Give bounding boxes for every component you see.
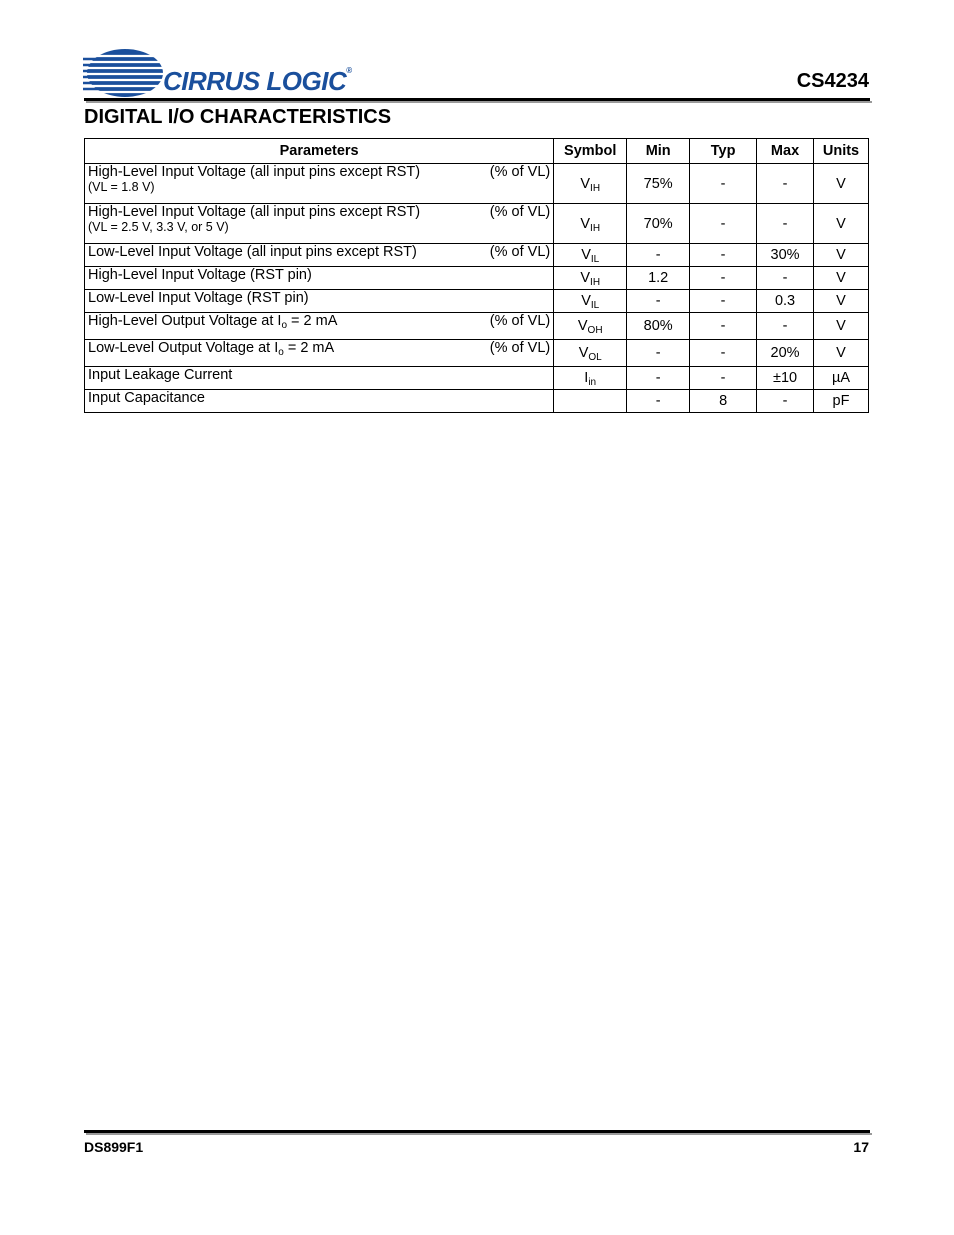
cell-units: V	[814, 340, 869, 367]
cell-parameter	[85, 390, 554, 413]
cell-parameter	[85, 340, 554, 367]
cell-typ: -	[690, 313, 757, 340]
cell-parameter	[85, 164, 554, 204]
section-title: DIGITAL I/O CHARACTERISTICS	[84, 106, 392, 128]
table-row	[85, 390, 869, 413]
parameter-name: Input Capacitance	[88, 390, 205, 406]
digital-io-table	[84, 138, 869, 413]
table-row	[85, 267, 869, 290]
parameter-name: Input Leakage Current	[88, 367, 233, 383]
table-row	[85, 290, 869, 313]
cell-symbol: $V_{IL}$	[554, 290, 627, 313]
parameter-line	[88, 290, 550, 306]
cell-parameter	[85, 244, 554, 267]
parameter-line	[88, 340, 550, 356]
parameter-note: (% of VL)	[489, 340, 551, 356]
cell-units: V	[814, 313, 869, 340]
table-row	[85, 367, 869, 390]
cell-min: -	[627, 290, 690, 313]
cell-parameter	[85, 204, 554, 244]
header-typ: Typ	[690, 139, 757, 164]
cell-units: pF	[814, 390, 869, 413]
cell-typ: -	[690, 340, 757, 367]
cell-max: ±10	[757, 367, 814, 390]
parameter-name: High-Level Output Voltage at $I_o = 2$ mA	[88, 313, 338, 331]
header-parameters: Parameters	[85, 139, 554, 164]
cell-symbol: $V_{IH}$	[554, 164, 627, 204]
cell-units: µA	[814, 367, 869, 390]
rst-overline: $\overline{RST}$	[386, 164, 416, 180]
header-min: Min	[627, 139, 690, 164]
cell-min: -	[627, 340, 690, 367]
header-divider-shadow	[86, 101, 872, 103]
footer-divider-shadow	[86, 1133, 872, 1135]
header-max: Max	[757, 139, 814, 164]
cell-units: V	[814, 290, 869, 313]
parameter-line	[88, 390, 550, 406]
header-symbol: Symbol	[554, 139, 627, 164]
parameter-condition: (VL = 1.8 V)	[88, 180, 155, 194]
cell-max: 20%	[757, 340, 814, 367]
cell-units: V	[814, 204, 869, 244]
cell-min: -	[627, 244, 690, 267]
cell-symbol: $V_{IH}$	[554, 267, 627, 290]
parameter-note: (% of VL)	[489, 313, 551, 329]
parameter-name: High-Level Input Voltage ($\overline{RST}$ pin)	[88, 267, 312, 283]
cell-symbol: $V_{OH}$	[554, 313, 627, 340]
rst-overline: $\overline{RST}$	[386, 204, 416, 220]
cell-parameter	[85, 313, 554, 340]
cell-max: -	[757, 204, 814, 244]
page-number: 17	[853, 1139, 869, 1155]
cell-units: V	[814, 164, 869, 204]
parameter-line	[88, 367, 550, 383]
rst-overline: $\overline{RST}$	[251, 290, 281, 306]
cell-parameter	[85, 267, 554, 290]
part-number: CS4234	[796, 70, 869, 92]
parameter-name: Low-Level Input Voltage (all input pins except $\overline{RST}$)	[88, 244, 417, 260]
cell-symbol: $V_{IH}$	[554, 204, 627, 244]
cell-parameter	[85, 367, 554, 390]
document-number: DS899F1	[84, 1139, 144, 1155]
rst-overline: $\overline{RST}$	[383, 244, 413, 260]
parameter-condition: (VL = 2.5 V, 3.3 V, or 5 V)	[88, 220, 229, 234]
cell-units: V	[814, 244, 869, 267]
parameter-line	[88, 267, 550, 283]
cell-max: -	[757, 164, 814, 204]
cell-typ: -	[690, 244, 757, 267]
parameter-line	[88, 164, 550, 180]
cell-symbol	[554, 390, 627, 413]
cell-min: 75%	[627, 164, 690, 204]
cell-parameter	[85, 290, 554, 313]
cell-max: -	[757, 313, 814, 340]
cell-units: V	[814, 267, 869, 290]
table-row	[85, 244, 869, 267]
table-row	[85, 313, 869, 340]
cell-max: -	[757, 267, 814, 290]
parameter-line	[88, 204, 550, 220]
cell-symbol: $V_{OL}$	[554, 340, 627, 367]
cell-typ: -	[690, 290, 757, 313]
logo-wordmark: CIRRUS LOGIC®	[163, 66, 352, 96]
cell-typ: -	[690, 267, 757, 290]
cell-max: 30%	[757, 244, 814, 267]
cell-min: 70%	[627, 204, 690, 244]
cell-typ: -	[690, 164, 757, 204]
cell-max: -	[757, 390, 814, 413]
cell-symbol: $V_{IL}$	[554, 244, 627, 267]
parameter-name: High-Level Input Voltage (all input pins except $\overline{RST}$)	[88, 164, 421, 180]
table-row	[85, 340, 869, 367]
cell-max: 0.3	[757, 290, 814, 313]
table-row	[85, 164, 869, 204]
parameter-line	[88, 313, 550, 329]
cell-typ: 8	[690, 390, 757, 413]
parameter-line	[88, 244, 550, 260]
parameter-name: Low-Level Input Voltage ($\overline{RST}$ pin)	[88, 290, 309, 306]
cell-symbol: $I_{in}$	[554, 367, 627, 390]
parameter-name: High-Level Input Voltage (all input pins except $\overline{RST}$)	[88, 204, 421, 220]
parameter-name: Low-Level Output Voltage at $I_o = 2$ mA	[88, 340, 335, 358]
parameter-note: (% of VL)	[489, 204, 551, 220]
parameter-note: (% of VL)	[489, 164, 551, 180]
cell-min: 1.2	[627, 267, 690, 290]
cell-typ: -	[690, 367, 757, 390]
table-header-row	[85, 139, 869, 164]
rst-overline: $\overline{RST}$	[254, 267, 284, 283]
cell-min: 80%	[627, 313, 690, 340]
header-units: Units	[814, 139, 869, 164]
table-row	[85, 204, 869, 244]
parameter-note: (% of VL)	[489, 244, 551, 260]
cell-typ: -	[690, 204, 757, 244]
cell-min: -	[627, 390, 690, 413]
cell-min: -	[627, 367, 690, 390]
